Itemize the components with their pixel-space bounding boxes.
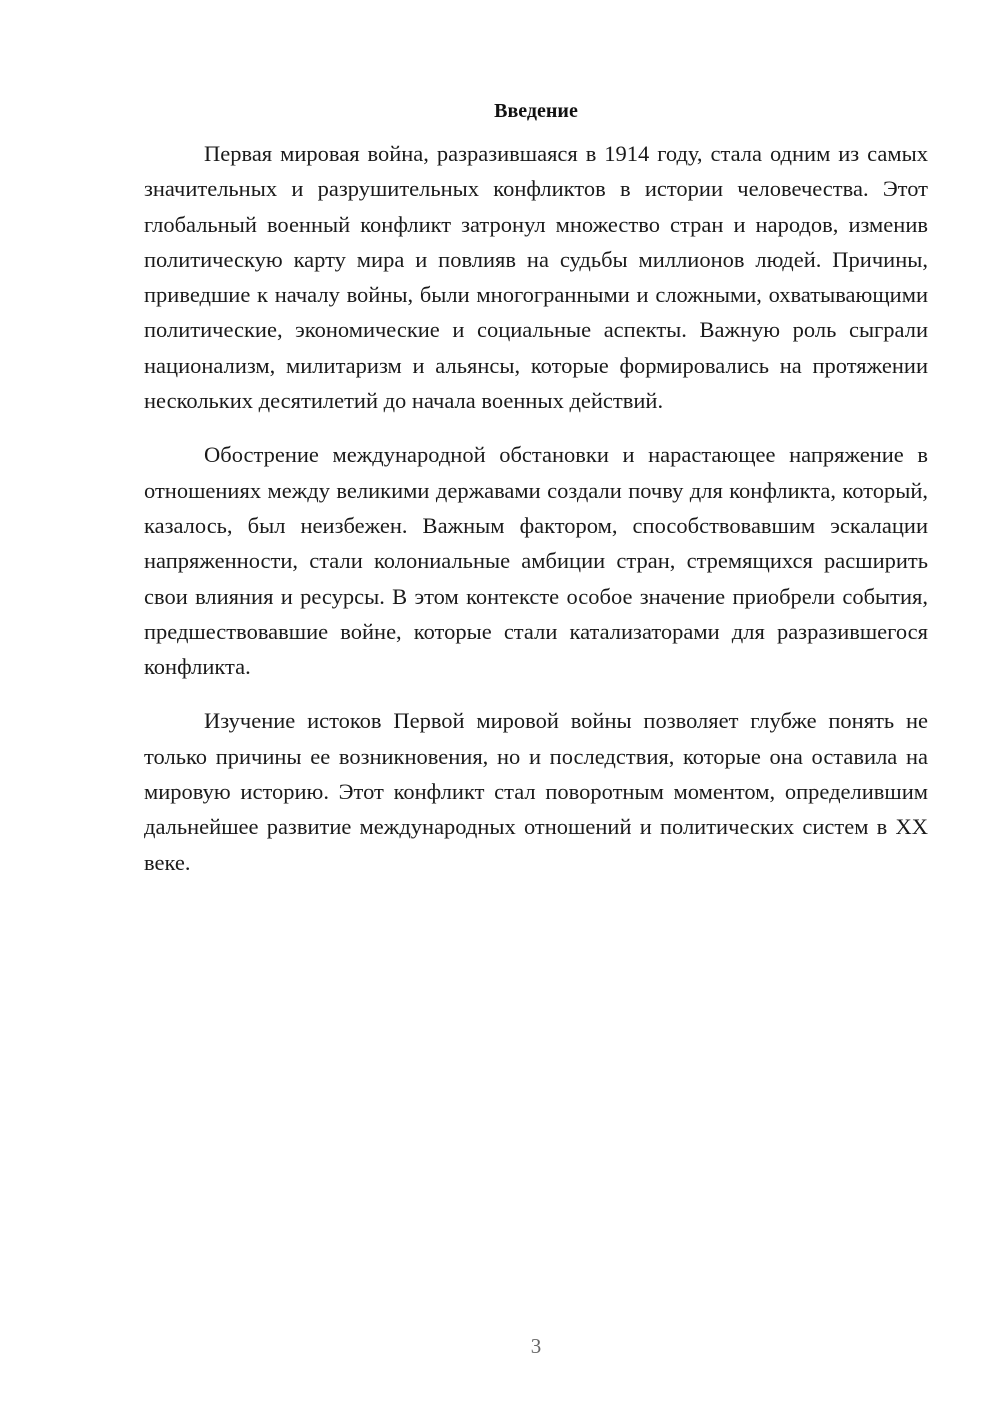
page-content <box>144 96 928 899</box>
section-heading: Введение <box>494 100 578 122</box>
page-number: 3 <box>530 1334 542 1358</box>
paragraph-1: Первая мировая война, разразившаяся в 1914 году, стала одним из самых значительных и разрушительных конфликтов в истории человечества. Этот глобальный военный конфликт затронул множество стран и народов, изменив политическую карту мира и повлияв на судьбы миллионов людей. Причины, приведшие к началу войны, были многогранными и сложными, охватывающими политические, экономические и социальные аспекты. Важную роль сыграли национализм, милитаризм и альянсы, которые формировались на протяжении нескольких десятилетий до начала военных действий. <box>144 141 928 414</box>
paragraph-3: Изучение истоков Первой мировой войны позволяет глубже понять не только причины ее возникновения, но и последствия, которые она оставила на мировую историю. Этот конфликт стал поворотным моментом, определившим дальнейшее развитие международных отношений и политических систем в XX веке. <box>144 708 928 875</box>
paragraph-2: Обострение международной обстановки и нарастающее напряжение в отношениях между великими державами создали почву для конфликта, который, казалось, был неизбежен. Важным фактором, способствовавшим эскалации напряженности, стали колониальные амбиции стран, стремящихся расширить свои влияния и ресурсы. В этом контексте особое значение приобрели события, предшествовавшие войне, которые стали катализаторами для разразившегося конфликта. <box>144 442 928 680</box>
